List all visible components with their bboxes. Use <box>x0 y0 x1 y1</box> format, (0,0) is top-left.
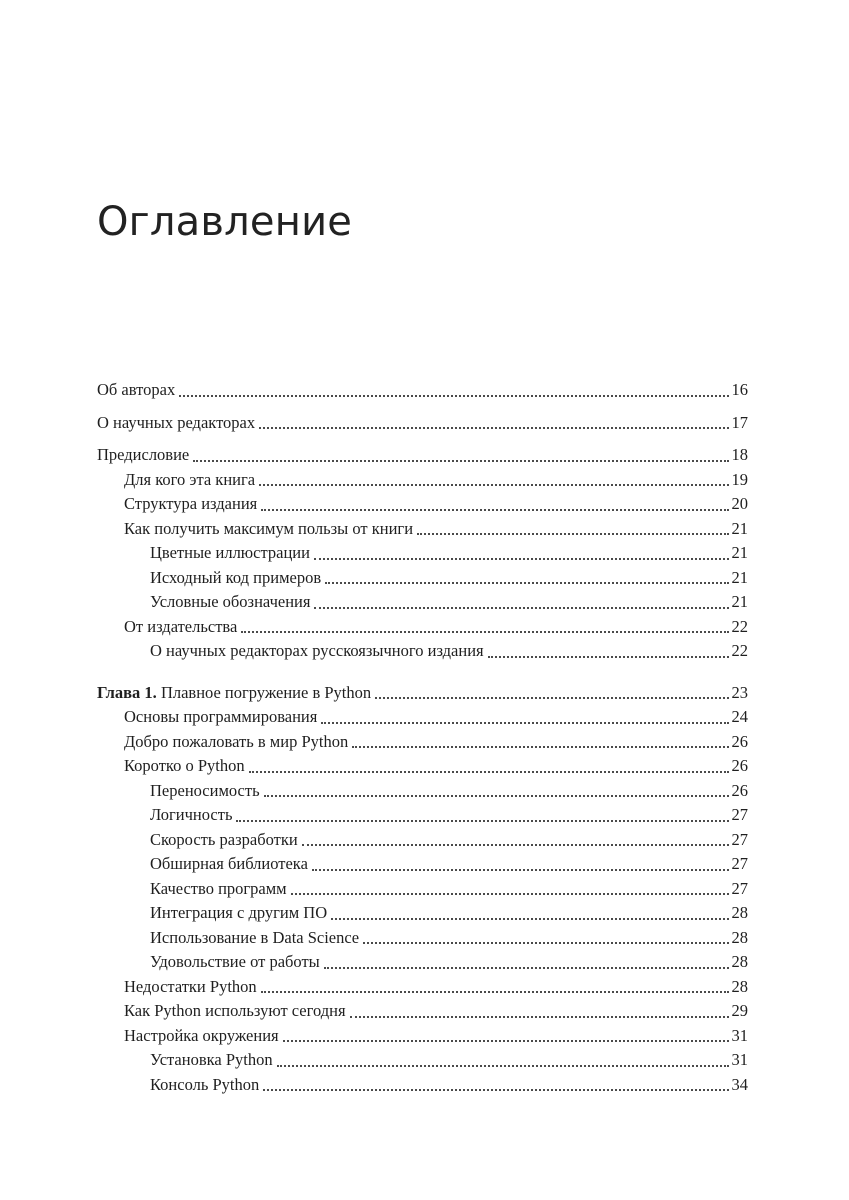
toc-entry-page: 27 <box>731 829 748 849</box>
toc-entry-page: 26 <box>731 780 748 800</box>
dotted-leader <box>324 967 729 969</box>
toc-entry-label: От издательства <box>124 616 238 636</box>
toc-entry-page: 22 <box>731 641 748 660</box>
dotted-leader <box>312 869 729 871</box>
toc-entry-chapter-number: Глава 1. <box>97 682 157 702</box>
toc-entry <box>97 1048 748 1073</box>
toc-entry-label: Основы программирования <box>124 707 318 726</box>
toc-entry-label: Переносимость <box>150 780 260 800</box>
dotted-leader <box>259 427 728 429</box>
toc-entry-page: 27 <box>731 854 748 873</box>
toc-entry-page: 17 <box>731 412 748 432</box>
dotted-leader <box>259 484 728 486</box>
toc-entry-page: 29 <box>731 1001 748 1020</box>
toc-entry <box>97 754 748 779</box>
toc-entry <box>97 779 748 804</box>
toc-entry-page: 24 <box>731 707 748 726</box>
dotted-leader <box>325 582 728 584</box>
toc-entry-label: Как получить максимум пользы от книги <box>124 518 414 538</box>
toc-entry <box>97 975 748 1000</box>
toc-entry-label <box>97 681 371 706</box>
dotted-leader <box>291 893 729 895</box>
toc-entry-page: 28 <box>731 903 748 922</box>
toc-entry-page: 31 <box>731 1050 748 1069</box>
toc-entry-label: Условные обозначения <box>150 592 311 611</box>
toc-entry-label: Предисловие <box>97 445 190 464</box>
toc-entry-label: Консоль Python <box>150 1074 260 1094</box>
toc-entry-label: Об авторах <box>97 380 176 399</box>
toc-entry-page: 28 <box>731 976 748 996</box>
dotted-leader <box>193 460 728 462</box>
toc-entry-page: 19 <box>731 469 748 489</box>
toc-entry <box>97 615 748 640</box>
dotted-leader <box>488 656 729 658</box>
toc-entry <box>97 999 748 1024</box>
toc-entry-label: Исходный код примеров <box>150 567 322 587</box>
dotted-leader <box>179 395 728 397</box>
dotted-leader <box>302 844 729 846</box>
toc-entry-page: 16 <box>731 380 748 399</box>
toc-entry-label: Логичность <box>150 805 233 824</box>
dotted-leader <box>261 509 728 511</box>
toc-entry <box>97 877 748 902</box>
toc-entry-page: 21 <box>731 592 748 611</box>
dotted-leader <box>263 1089 728 1091</box>
toc-entry-chapter-title: Плавное погружение в Python <box>156 682 372 702</box>
dotted-leader <box>314 607 728 609</box>
toc-entry <box>97 541 748 566</box>
toc-entry <box>97 517 748 542</box>
toc-entry <box>97 730 748 755</box>
toc-entry <box>97 705 748 730</box>
dotted-leader <box>249 771 729 773</box>
toc-entry <box>97 926 748 951</box>
toc-entry-label: Использование в Data Science <box>150 927 360 947</box>
toc-entry-label: Коротко о Python <box>124 756 245 775</box>
dotted-leader <box>283 1040 729 1042</box>
toc-entry-page: 26 <box>731 731 748 751</box>
toc-entry-label: Удовольствие от работы <box>150 952 320 971</box>
toc-entry-label: О научных редакторах <box>97 412 256 432</box>
toc-entry-label: Установка Python <box>150 1050 273 1069</box>
toc-entry-label: Недостатки Python <box>124 976 257 996</box>
toc-entry-page: 21 <box>731 567 748 587</box>
dotted-leader <box>363 942 728 944</box>
toc-entry-label: Как Python используют сегодня <box>124 1001 346 1020</box>
toc-entry-page: 28 <box>731 927 748 947</box>
dotted-leader <box>261 991 729 993</box>
toc-entry <box>97 852 748 877</box>
dotted-leader <box>375 697 728 699</box>
page-content <box>97 200 748 1097</box>
toc-entry-label: Интеграция с другим ПО <box>150 903 328 922</box>
toc-entry-label: Структура издания <box>124 494 258 513</box>
toc-entry <box>97 901 748 926</box>
toc-entry <box>97 443 748 468</box>
toc-entry <box>97 590 748 615</box>
toc-entry-page: 23 <box>731 682 748 702</box>
toc-entry-label: Настройка окружения <box>124 1025 279 1045</box>
toc-entry <box>97 378 748 403</box>
dotted-leader <box>264 795 729 797</box>
toc-entry-label: Добро пожаловать в мир Python <box>124 731 349 751</box>
dotted-leader <box>331 918 728 920</box>
toc-entry-page: 28 <box>731 952 748 971</box>
toc-entry <box>97 950 748 975</box>
dotted-leader <box>277 1065 729 1067</box>
dotted-leader <box>314 558 729 560</box>
toc-entry-label: Обширная библиотека <box>150 854 308 873</box>
toc-entry-label: Для кого эта книга <box>124 469 256 489</box>
toc-entry-page: 27 <box>731 805 748 824</box>
toc-entry-page: 34 <box>731 1074 748 1094</box>
toc-entry-page: 18 <box>731 445 748 464</box>
toc-entry-page: 31 <box>731 1025 748 1045</box>
toc-entry <box>97 681 748 706</box>
toc-entry <box>97 492 748 517</box>
toc-entry-label: Цветные иллюстрации <box>150 543 310 562</box>
dotted-leader <box>417 533 728 535</box>
toc-list <box>97 378 748 1097</box>
toc-entry <box>97 1024 748 1049</box>
toc-entry-label: О научных редакторах русскоязычного издания <box>150 641 484 660</box>
dotted-leader <box>352 746 728 748</box>
toc-entry-page: 21 <box>731 518 748 538</box>
toc-entry-page: 26 <box>731 756 748 775</box>
toc-entry <box>97 1073 748 1098</box>
toc-entry-page: 21 <box>731 543 748 562</box>
toc-entry <box>97 566 748 591</box>
toc-entry-page: 27 <box>731 878 748 898</box>
toc-entry <box>97 828 748 853</box>
toc-entry <box>97 639 748 664</box>
toc-entry-label: Скорость разработки <box>150 829 298 849</box>
toc-entry-page: 22 <box>731 616 748 636</box>
toc-entry-label: Качество программ <box>150 878 287 898</box>
toc-entry <box>97 411 748 436</box>
toc-entry <box>97 803 748 828</box>
dotted-leader <box>350 1016 729 1018</box>
dotted-leader <box>241 631 728 633</box>
page-title: Оглавление <box>97 199 353 245</box>
toc-entry-page: 20 <box>731 494 748 513</box>
dotted-leader <box>236 820 728 822</box>
toc-entry <box>97 468 748 493</box>
dotted-leader <box>321 722 728 724</box>
